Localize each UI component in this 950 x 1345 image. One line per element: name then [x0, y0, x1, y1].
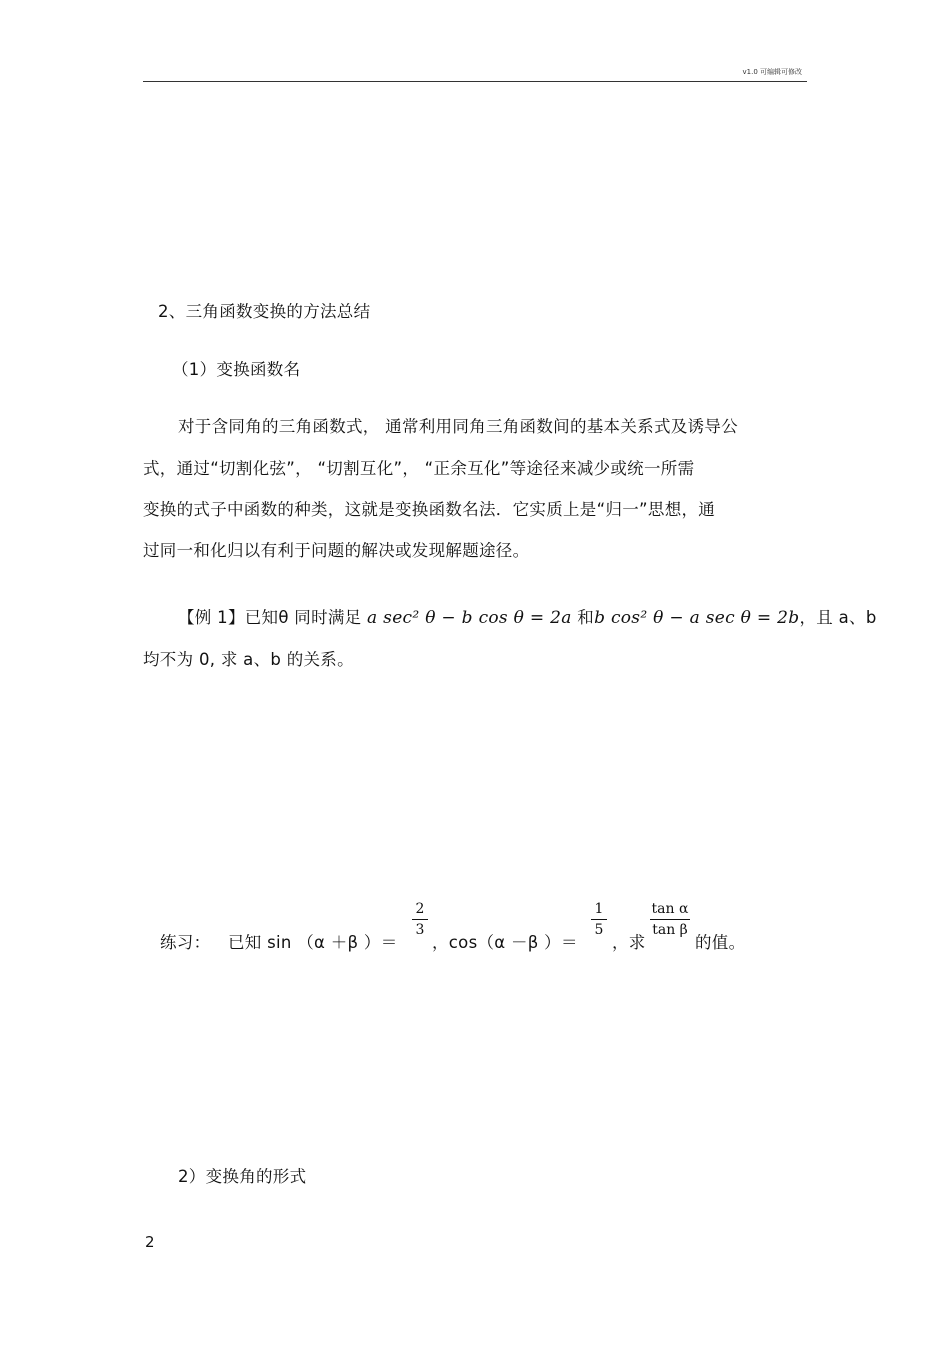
- example-1-conjunction: 和: [577, 608, 595, 627]
- exercise-text-2: ，cos（α －β ）＝: [432, 933, 578, 952]
- example-1-equation-1: a sec² θ − b cos θ = 2a: [367, 608, 572, 628]
- paragraph-line-3: 变换的式子中函数的种类，这就是变换函数名法．它实质上是“归一”思想，通: [143, 500, 716, 519]
- fraction-2-bar: [591, 919, 607, 920]
- example-1-line-2: 均不为 0, 求 a、b 的关系。: [143, 650, 354, 669]
- fraction-1-bar: [412, 919, 428, 920]
- example-1-equation-2: b cos² θ − a sec θ = 2b: [594, 608, 800, 628]
- subsection-title-2: 2）变换角的形式: [178, 1167, 307, 1186]
- paragraph-line-1: 对于含同角的三角函数式， 通常利用同角三角函数间的基本关系式及诱导公: [178, 417, 738, 436]
- paragraph-line-2: 式，通过“切割化弦”， “切割互化”， “正余互化”等途径来减少或统一所需: [143, 459, 695, 478]
- exercise-fraction-2: [591, 901, 607, 938]
- page-number: 2: [145, 1233, 155, 1251]
- exercise-fraction-3: [650, 901, 690, 938]
- section-title: 2、三角函数变换的方法总结: [158, 302, 371, 321]
- exercise-label: 练习：: [160, 933, 211, 952]
- exercise-text-1: 已知 sin （α ＋β ）＝: [228, 933, 398, 952]
- fraction-3-numerator: tan α: [651, 901, 689, 917]
- header-version-note: v1.0 可编辑可修改: [742, 68, 802, 76]
- exercise-fraction-1: [412, 901, 428, 938]
- example-1-lead: 【例 1】已知θ 同时满足: [178, 608, 362, 627]
- exercise-text-3: ，求: [612, 933, 646, 952]
- fraction-1-denominator: 3: [415, 922, 425, 938]
- fraction-2-numerator: 1: [594, 901, 604, 917]
- subsection-title-1: （1）变换函数名: [172, 360, 301, 379]
- header-rule: [143, 81, 807, 82]
- fraction-1-numerator: 2: [415, 901, 425, 917]
- fraction-2-denominator: 5: [594, 922, 604, 938]
- exercise-text-4: 的值。: [695, 933, 746, 952]
- fraction-3-bar: [650, 919, 690, 920]
- paragraph-line-4: 过同一和化归以有利于问题的解决或发现解题途径。: [143, 541, 530, 560]
- example-1-tail: ，且 a、b: [799, 608, 877, 627]
- fraction-3-denominator: tan β: [652, 922, 688, 938]
- example-1-line-1: [178, 604, 877, 628]
